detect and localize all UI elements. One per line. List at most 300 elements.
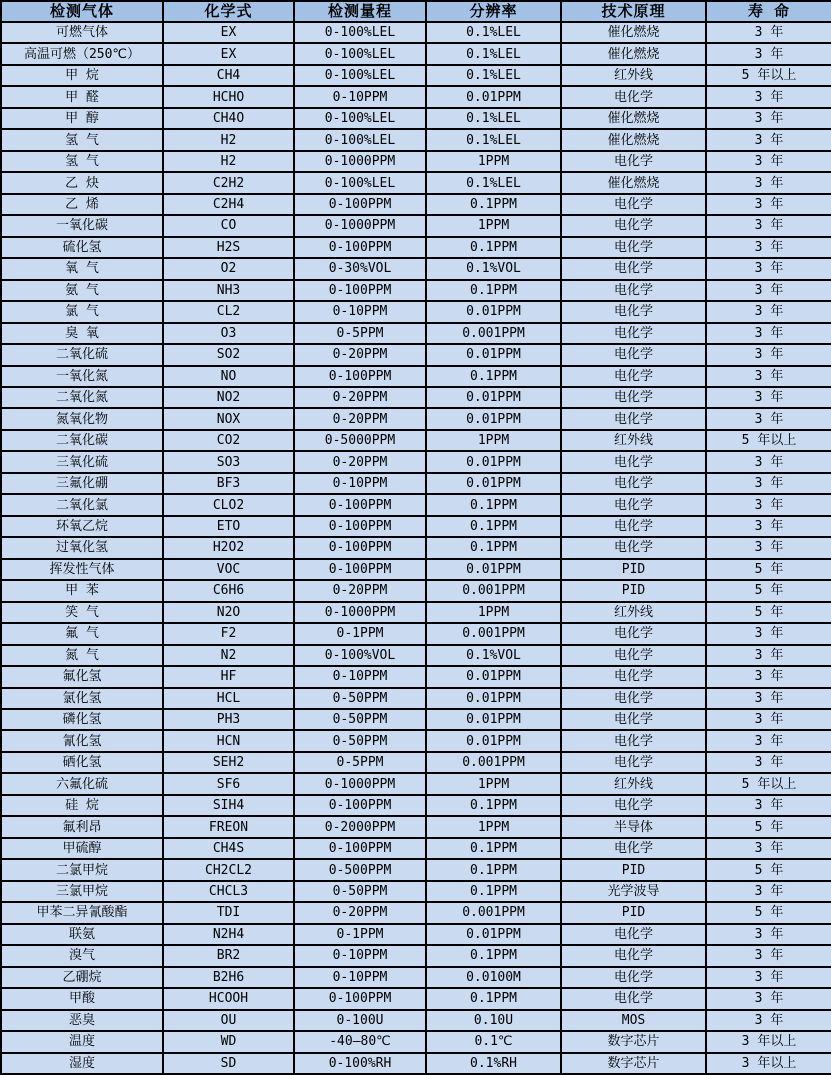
- gas-name-cell: 氮 气: [1, 645, 163, 666]
- formula-cell: SF6: [163, 773, 294, 794]
- resolution-cell: 0.1PPM: [426, 838, 561, 859]
- lifespan-cell: 3 年: [706, 344, 831, 365]
- gas-name-cell: 氧 气: [1, 258, 163, 279]
- range-cell: 0-1PPM: [294, 924, 426, 945]
- principle-cell: 数字芯片: [561, 1031, 706, 1052]
- lifespan-cell: 3 年: [706, 194, 831, 215]
- gas-name-cell: 氰化氢: [1, 730, 163, 751]
- formula-cell: CHCL3: [163, 881, 294, 902]
- principle-cell: 电化学: [561, 280, 706, 301]
- range-cell: -40—80℃: [294, 1031, 426, 1052]
- range-cell: 0-10PPM: [294, 666, 426, 687]
- principle-cell: 电化学: [561, 408, 706, 429]
- formula-cell: NO: [163, 366, 294, 387]
- principle-cell: 电化学: [561, 344, 706, 365]
- gas-name-cell: 磷化氢: [1, 709, 163, 730]
- formula-cell: CH4: [163, 65, 294, 86]
- lifespan-cell: 3 年: [706, 408, 831, 429]
- table-row: [1, 902, 831, 923]
- lifespan-cell: 5 年以上: [706, 65, 831, 86]
- formula-cell: CH4O: [163, 108, 294, 129]
- table-row: [1, 859, 831, 880]
- table-row: [1, 194, 831, 215]
- lifespan-cell: 3 年: [706, 838, 831, 859]
- header-row: [1, 1, 831, 22]
- range-cell: 0-100PPM: [294, 537, 426, 558]
- formula-cell: ETO: [163, 516, 294, 537]
- formula-cell: CO: [163, 215, 294, 236]
- table-row: [1, 816, 831, 837]
- formula-cell: SD: [163, 1053, 294, 1075]
- principle-cell: 电化学: [561, 301, 706, 322]
- gas-name-cell: 温度: [1, 1031, 163, 1052]
- gas-name-cell: 甲 苯: [1, 580, 163, 601]
- table-row: [1, 537, 831, 558]
- table-row: [1, 387, 831, 408]
- formula-cell: CH4S: [163, 838, 294, 859]
- resolution-cell: 1PPM: [426, 602, 561, 623]
- range-cell: 0-30%VOL: [294, 258, 426, 279]
- lifespan-cell: 3 年: [706, 43, 831, 64]
- range-cell: 0-20PPM: [294, 387, 426, 408]
- table-row: [1, 838, 831, 859]
- formula-cell: NO2: [163, 387, 294, 408]
- principle-cell: PID: [561, 559, 706, 580]
- resolution-cell: 0.1%LEL: [426, 65, 561, 86]
- formula-cell: SIH4: [163, 795, 294, 816]
- range-cell: 0-100%LEL: [294, 22, 426, 43]
- range-cell: 0-20PPM: [294, 408, 426, 429]
- table-row: [1, 237, 831, 258]
- range-cell: 0-100PPM: [294, 988, 426, 1009]
- lifespan-cell: 3 年: [706, 709, 831, 730]
- formula-cell: BR2: [163, 945, 294, 966]
- table-row: [1, 43, 831, 64]
- table-body: [1, 22, 831, 1074]
- range-cell: 0-20PPM: [294, 580, 426, 601]
- range-cell: 0-100PPM: [294, 366, 426, 387]
- range-cell: 0-50PPM: [294, 730, 426, 751]
- formula-cell: CO2: [163, 430, 294, 451]
- col-header-lifespan: 寿 命: [706, 1, 831, 22]
- range-cell: 0-1000PPM: [294, 602, 426, 623]
- lifespan-cell: 3 年: [706, 1010, 831, 1031]
- table-row: [1, 666, 831, 687]
- principle-cell: 电化学: [561, 945, 706, 966]
- formula-cell: B2H6: [163, 967, 294, 988]
- table-row: [1, 451, 831, 472]
- lifespan-cell: 5 年: [706, 816, 831, 837]
- gas-name-cell: 联氨: [1, 924, 163, 945]
- formula-cell: O2: [163, 258, 294, 279]
- resolution-cell: 0.1%RH: [426, 1053, 561, 1075]
- gas-name-cell: 高温可燃（250℃）: [1, 43, 163, 64]
- resolution-cell: 1PPM: [426, 816, 561, 837]
- resolution-cell: 0.001PPM: [426, 752, 561, 773]
- principle-cell: 催化燃烧: [561, 108, 706, 129]
- table-row: [1, 258, 831, 279]
- gas-name-cell: 挥发性气体: [1, 559, 163, 580]
- resolution-cell: 0.01PPM: [426, 473, 561, 494]
- range-cell: 0-5PPM: [294, 752, 426, 773]
- range-cell: 0-100%LEL: [294, 172, 426, 193]
- resolution-cell: 0.1PPM: [426, 537, 561, 558]
- resolution-cell: 0.1%LEL: [426, 22, 561, 43]
- table-row: [1, 559, 831, 580]
- formula-cell: F2: [163, 623, 294, 644]
- resolution-cell: 0.01PPM: [426, 924, 561, 945]
- range-cell: 0-10PPM: [294, 86, 426, 107]
- formula-cell: HCOOH: [163, 988, 294, 1009]
- range-cell: 0-50PPM: [294, 688, 426, 709]
- principle-cell: 电化学: [561, 988, 706, 1009]
- table-row: [1, 430, 831, 451]
- range-cell: 0-100%VOL: [294, 645, 426, 666]
- lifespan-cell: 3 年: [706, 623, 831, 644]
- gas-name-cell: 氟化氢: [1, 666, 163, 687]
- resolution-cell: 0.1PPM: [426, 516, 561, 537]
- table-row: [1, 795, 831, 816]
- range-cell: 0-100PPM: [294, 237, 426, 258]
- table-row: [1, 408, 831, 429]
- principle-cell: 电化学: [561, 366, 706, 387]
- lifespan-cell: 3 年: [706, 494, 831, 515]
- resolution-cell: 0.1%LEL: [426, 129, 561, 150]
- formula-cell: CLO2: [163, 494, 294, 515]
- lifespan-cell: 3 年: [706, 945, 831, 966]
- formula-cell: HF: [163, 666, 294, 687]
- principle-cell: 电化学: [561, 451, 706, 472]
- range-cell: 0-10PPM: [294, 473, 426, 494]
- formula-cell: HCHO: [163, 86, 294, 107]
- table-row: [1, 1053, 831, 1075]
- gas-name-cell: 三氧化硫: [1, 451, 163, 472]
- formula-cell: N2: [163, 645, 294, 666]
- principle-cell: 电化学: [561, 924, 706, 945]
- gas-name-cell: 甲 醛: [1, 86, 163, 107]
- principle-cell: 电化学: [561, 516, 706, 537]
- principle-cell: 催化燃烧: [561, 172, 706, 193]
- lifespan-cell: 3 年: [706, 988, 831, 1009]
- principle-cell: 电化学: [561, 730, 706, 751]
- lifespan-cell: 5 年: [706, 859, 831, 880]
- lifespan-cell: 3 年: [706, 22, 831, 43]
- lifespan-cell: 3 年: [706, 730, 831, 751]
- gas-name-cell: 乙硼烷: [1, 967, 163, 988]
- resolution-cell: 0.1%LEL: [426, 43, 561, 64]
- table-row: [1, 366, 831, 387]
- table-header: [1, 1, 831, 22]
- gas-name-cell: 甲苯二异氰酸酯: [1, 902, 163, 923]
- principle-cell: 电化学: [561, 323, 706, 344]
- principle-cell: 电化学: [561, 494, 706, 515]
- principle-cell: 电化学: [561, 473, 706, 494]
- range-cell: 0-100PPM: [294, 516, 426, 537]
- gas-name-cell: 二氧化硫: [1, 344, 163, 365]
- lifespan-cell: 5 年以上: [706, 430, 831, 451]
- principle-cell: 电化学: [561, 838, 706, 859]
- range-cell: 0-100PPM: [294, 559, 426, 580]
- formula-cell: WD: [163, 1031, 294, 1052]
- lifespan-cell: 3 年: [706, 151, 831, 172]
- resolution-cell: 0.001PPM: [426, 902, 561, 923]
- table-row: [1, 602, 831, 623]
- gas-name-cell: 湿度: [1, 1053, 163, 1075]
- gas-name-cell: 二氧化碳: [1, 430, 163, 451]
- lifespan-cell: 3 年: [706, 323, 831, 344]
- table-row: [1, 323, 831, 344]
- gas-name-cell: 可燃气体: [1, 22, 163, 43]
- gas-name-cell: 甲 烷: [1, 65, 163, 86]
- principle-cell: 电化学: [561, 688, 706, 709]
- lifespan-cell: 3 年: [706, 537, 831, 558]
- formula-cell: NOX: [163, 408, 294, 429]
- resolution-cell: 1PPM: [426, 215, 561, 236]
- lifespan-cell: 3 年: [706, 645, 831, 666]
- gas-name-cell: 一氧化氮: [1, 366, 163, 387]
- resolution-cell: 0.01PPM: [426, 408, 561, 429]
- gas-name-cell: 氢 气: [1, 151, 163, 172]
- formula-cell: NH3: [163, 280, 294, 301]
- table-row: [1, 65, 831, 86]
- resolution-cell: 0.001PPM: [426, 580, 561, 601]
- lifespan-cell: 3 年: [706, 752, 831, 773]
- gas-name-cell: 六氟化硫: [1, 773, 163, 794]
- lifespan-cell: 3 年: [706, 881, 831, 902]
- resolution-cell: 0.10U: [426, 1010, 561, 1031]
- principle-cell: 电化学: [561, 623, 706, 644]
- formula-cell: SO3: [163, 451, 294, 472]
- resolution-cell: 0.1PPM: [426, 280, 561, 301]
- range-cell: 0-500PPM: [294, 859, 426, 880]
- resolution-cell: 0.01PPM: [426, 301, 561, 322]
- lifespan-cell: 3 年: [706, 172, 831, 193]
- range-cell: 0-1000PPM: [294, 215, 426, 236]
- table-row: [1, 473, 831, 494]
- principle-cell: 电化学: [561, 967, 706, 988]
- range-cell: 0-10PPM: [294, 967, 426, 988]
- lifespan-cell: 3 年: [706, 967, 831, 988]
- gas-name-cell: 硒化氢: [1, 752, 163, 773]
- table-row: [1, 945, 831, 966]
- table-row: [1, 709, 831, 730]
- lifespan-cell: 3 年: [706, 795, 831, 816]
- lifespan-cell: 3 年: [706, 516, 831, 537]
- gas-name-cell: 氯 气: [1, 301, 163, 322]
- lifespan-cell: 3 年以上: [706, 1053, 831, 1075]
- range-cell: 0-5000PPM: [294, 430, 426, 451]
- gas-name-cell: 二氯甲烷: [1, 859, 163, 880]
- range-cell: 0-20PPM: [294, 902, 426, 923]
- formula-cell: HCL: [163, 688, 294, 709]
- range-cell: 0-10PPM: [294, 945, 426, 966]
- principle-cell: 红外线: [561, 773, 706, 794]
- lifespan-cell: 3 年: [706, 473, 831, 494]
- range-cell: 0-10PPM: [294, 301, 426, 322]
- table-row: [1, 1031, 831, 1052]
- principle-cell: 红外线: [561, 65, 706, 86]
- gas-name-cell: 氢 气: [1, 129, 163, 150]
- formula-cell: CL2: [163, 301, 294, 322]
- table-row: [1, 301, 831, 322]
- range-cell: 0-100PPM: [294, 194, 426, 215]
- principle-cell: 电化学: [561, 666, 706, 687]
- range-cell: 0-100%LEL: [294, 43, 426, 64]
- resolution-cell: 0.01PPM: [426, 730, 561, 751]
- lifespan-cell: 3 年: [706, 387, 831, 408]
- table-row: [1, 151, 831, 172]
- col-header-range: 检测量程: [294, 1, 426, 22]
- principle-cell: PID: [561, 580, 706, 601]
- resolution-cell: 0.1%LEL: [426, 108, 561, 129]
- lifespan-cell: 3 年: [706, 688, 831, 709]
- resolution-cell: 0.1%VOL: [426, 258, 561, 279]
- resolution-cell: 0.1PPM: [426, 494, 561, 515]
- table-row: [1, 688, 831, 709]
- lifespan-cell: 3 年: [706, 86, 831, 107]
- lifespan-cell: 3 年: [706, 366, 831, 387]
- range-cell: 0-100%RH: [294, 1053, 426, 1075]
- principle-cell: 电化学: [561, 752, 706, 773]
- lifespan-cell: 3 年: [706, 215, 831, 236]
- formula-cell: CH2CL2: [163, 859, 294, 880]
- range-cell: 0-100%LEL: [294, 129, 426, 150]
- gas-name-cell: 环氧乙烷: [1, 516, 163, 537]
- resolution-cell: 0.0100M: [426, 967, 561, 988]
- col-header-gas: 检测气体: [1, 1, 163, 22]
- resolution-cell: 0.1PPM: [426, 881, 561, 902]
- table-row: [1, 988, 831, 1009]
- formula-cell: SO2: [163, 344, 294, 365]
- formula-cell: VOC: [163, 559, 294, 580]
- lifespan-cell: 3 年: [706, 237, 831, 258]
- principle-cell: PID: [561, 859, 706, 880]
- lifespan-cell: 5 年: [706, 559, 831, 580]
- lifespan-cell: 3 年: [706, 924, 831, 945]
- lifespan-cell: 5 年: [706, 602, 831, 623]
- range-cell: 0-100PPM: [294, 494, 426, 515]
- gas-name-cell: 硅 烷: [1, 795, 163, 816]
- resolution-cell: 1PPM: [426, 151, 561, 172]
- principle-cell: 电化学: [561, 645, 706, 666]
- principle-cell: 电化学: [561, 86, 706, 107]
- principle-cell: 电化学: [561, 151, 706, 172]
- lifespan-cell: 5 年以上: [706, 773, 831, 794]
- table-row: [1, 773, 831, 794]
- resolution-cell: 0.1PPM: [426, 237, 561, 258]
- range-cell: 0-1000PPM: [294, 773, 426, 794]
- resolution-cell: 0.01PPM: [426, 344, 561, 365]
- gas-name-cell: 乙 炔: [1, 172, 163, 193]
- formula-cell: EX: [163, 43, 294, 64]
- gas-name-cell: 氯化氢: [1, 688, 163, 709]
- range-cell: 0-50PPM: [294, 881, 426, 902]
- range-cell: 0-100PPM: [294, 838, 426, 859]
- table-row: [1, 623, 831, 644]
- formula-cell: O3: [163, 323, 294, 344]
- gas-name-cell: 笑 气: [1, 602, 163, 623]
- col-header-formula: 化学式: [163, 1, 294, 22]
- principle-cell: 电化学: [561, 215, 706, 236]
- lifespan-cell: 3 年: [706, 129, 831, 150]
- table-row: [1, 108, 831, 129]
- formula-cell: FREON: [163, 816, 294, 837]
- resolution-cell: 0.01PPM: [426, 559, 561, 580]
- formula-cell: C2H2: [163, 172, 294, 193]
- resolution-cell: 0.1%LEL: [426, 172, 561, 193]
- principle-cell: 半导体: [561, 816, 706, 837]
- resolution-cell: 0.1%VOL: [426, 645, 561, 666]
- gas-name-cell: 甲酸: [1, 988, 163, 1009]
- resolution-cell: 0.01PPM: [426, 666, 561, 687]
- lifespan-cell: 3 年以上: [706, 1031, 831, 1052]
- gas-name-cell: 三氟化硼: [1, 473, 163, 494]
- range-cell: 0-100U: [294, 1010, 426, 1031]
- principle-cell: 电化学: [561, 709, 706, 730]
- table-row: [1, 344, 831, 365]
- range-cell: 0-100PPM: [294, 280, 426, 301]
- formula-cell: C2H4: [163, 194, 294, 215]
- principle-cell: 电化学: [561, 237, 706, 258]
- resolution-cell: 0.1PPM: [426, 366, 561, 387]
- resolution-cell: 0.1PPM: [426, 795, 561, 816]
- lifespan-cell: 3 年: [706, 280, 831, 301]
- formula-cell: H2: [163, 129, 294, 150]
- range-cell: 0-5PPM: [294, 323, 426, 344]
- resolution-cell: 0.1℃: [426, 1031, 561, 1052]
- gas-name-cell: 硫化氢: [1, 237, 163, 258]
- gas-name-cell: 甲硫醇: [1, 838, 163, 859]
- table-row: [1, 280, 831, 301]
- range-cell: 0-100%LEL: [294, 65, 426, 86]
- table-row: [1, 172, 831, 193]
- resolution-cell: 0.001PPM: [426, 323, 561, 344]
- table-row: [1, 967, 831, 988]
- gas-name-cell: 氮氧化物: [1, 408, 163, 429]
- table-row: [1, 924, 831, 945]
- gas-name-cell: 恶臭: [1, 1010, 163, 1031]
- gas-name-cell: 二氧化氯: [1, 494, 163, 515]
- formula-cell: PH3: [163, 709, 294, 730]
- resolution-cell: 0.01PPM: [426, 387, 561, 408]
- principle-cell: 电化学: [561, 258, 706, 279]
- lifespan-cell: 3 年: [706, 666, 831, 687]
- lifespan-cell: 3 年: [706, 451, 831, 472]
- resolution-cell: 1PPM: [426, 430, 561, 451]
- range-cell: 0-50PPM: [294, 709, 426, 730]
- principle-cell: 电化学: [561, 795, 706, 816]
- formula-cell: H2O2: [163, 537, 294, 558]
- table-row: [1, 645, 831, 666]
- resolution-cell: 0.1PPM: [426, 194, 561, 215]
- table-row: [1, 516, 831, 537]
- principle-cell: 红外线: [561, 430, 706, 451]
- gas-name-cell: 三氯甲烷: [1, 881, 163, 902]
- resolution-cell: 0.1PPM: [426, 859, 561, 880]
- principle-cell: 催化燃烧: [561, 22, 706, 43]
- lifespan-cell: 3 年: [706, 108, 831, 129]
- principle-cell: 数字芯片: [561, 1053, 706, 1075]
- lifespan-cell: 5 年: [706, 580, 831, 601]
- range-cell: 0-2000PPM: [294, 816, 426, 837]
- resolution-cell: 1PPM: [426, 773, 561, 794]
- formula-cell: H2: [163, 151, 294, 172]
- resolution-cell: 0.01PPM: [426, 451, 561, 472]
- col-header-resolution: 分辨率: [426, 1, 561, 22]
- principle-cell: MOS: [561, 1010, 706, 1031]
- principle-cell: 电化学: [561, 537, 706, 558]
- formula-cell: HCN: [163, 730, 294, 751]
